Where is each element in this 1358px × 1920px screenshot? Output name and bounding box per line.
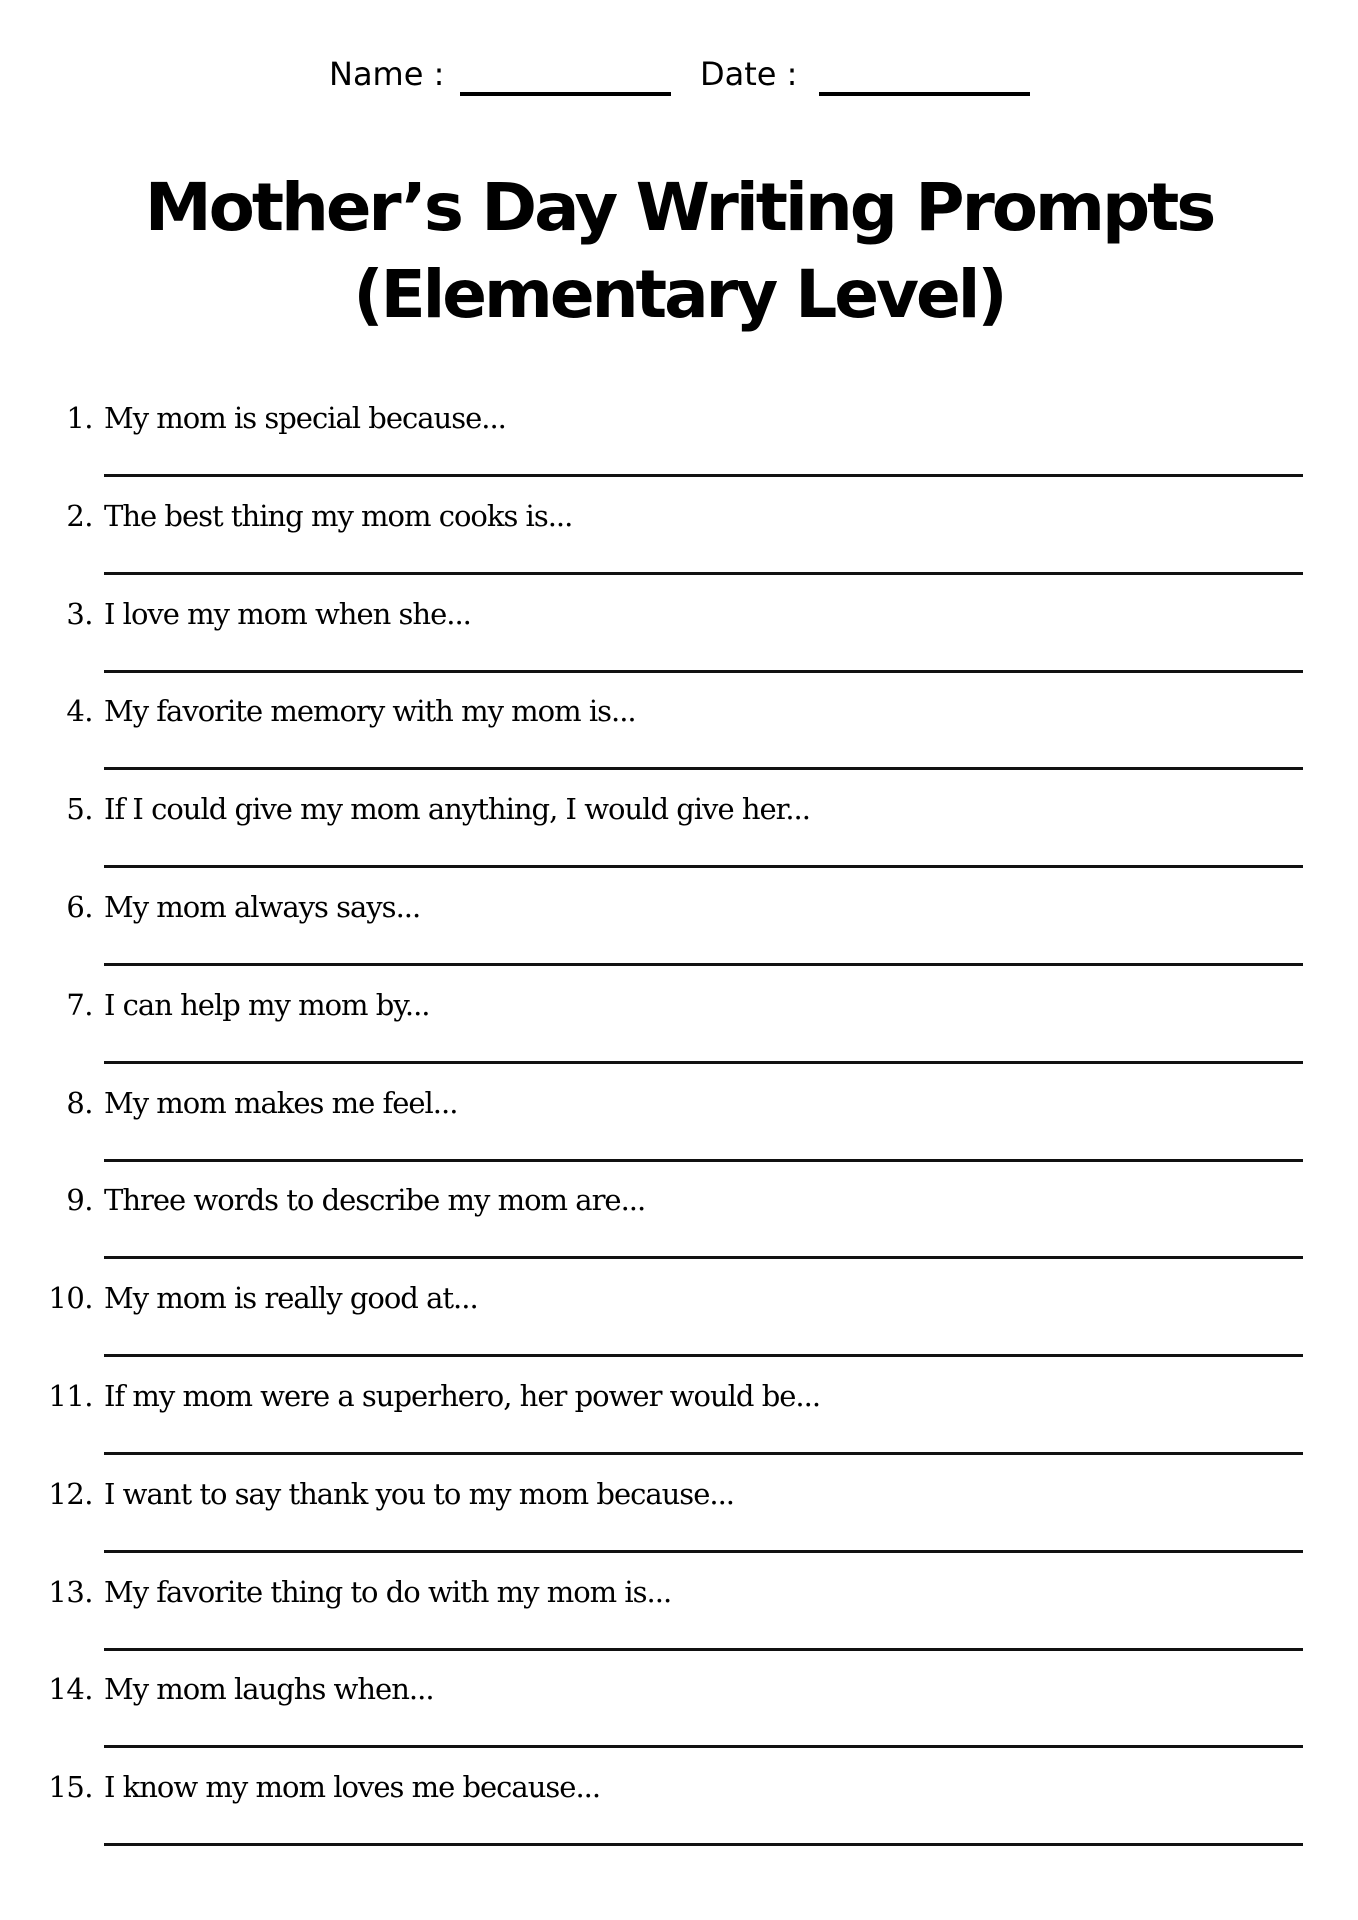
prompt-text: Three words to describe my mom are... <box>104 1183 646 1218</box>
answer-line[interactable] <box>104 1745 1303 1748</box>
answer-line[interactable] <box>104 1648 1303 1651</box>
prompt-text: I know my mom loves me because... <box>104 1770 601 1805</box>
answer-line[interactable] <box>104 474 1303 477</box>
prompt-item <box>0 1572 1358 1670</box>
prompt-text: If I could give my mom anything, I would give her... <box>104 792 810 827</box>
name-blank-field[interactable] <box>460 92 671 96</box>
prompt-number: 9. <box>66 1183 93 1218</box>
prompt-list <box>0 398 1358 1865</box>
answer-line[interactable] <box>104 572 1303 575</box>
answer-line[interactable] <box>104 1452 1303 1455</box>
answer-line[interactable] <box>104 1550 1303 1553</box>
prompt-text: I can help my mom by... <box>104 987 430 1022</box>
prompt-item <box>0 691 1358 789</box>
prompt-item <box>0 1180 1358 1278</box>
prompt-number: 1. <box>66 401 93 435</box>
answer-line[interactable] <box>104 963 1303 966</box>
prompt-number: 13. <box>48 1574 93 1609</box>
answer-line[interactable] <box>104 1843 1303 1846</box>
page-subtitle: (Elementary Level) <box>353 256 1005 333</box>
prompt-text: My mom always says... <box>104 889 421 924</box>
prompt-item <box>0 985 1358 1083</box>
date-label: Date : <box>700 55 798 93</box>
prompt-item <box>0 398 1358 496</box>
prompt-text: I love my mom when she... <box>104 596 471 631</box>
prompt-item <box>0 887 1358 985</box>
prompt-text: I want to say thank you to my mom because... <box>104 1476 735 1511</box>
prompt-number: 15. <box>48 1770 93 1805</box>
answer-line[interactable] <box>104 670 1303 673</box>
prompt-item <box>0 1474 1358 1572</box>
prompt-text: My favorite thing to do with my mom is... <box>104 1574 672 1609</box>
prompt-text: My mom is really good at... <box>104 1281 478 1316</box>
name-label: Name : <box>329 55 445 93</box>
answer-line[interactable] <box>104 767 1303 770</box>
prompt-number: 2. <box>66 498 93 533</box>
answer-line[interactable] <box>104 1061 1303 1064</box>
prompt-item <box>0 789 1358 887</box>
prompt-number: 11. <box>48 1378 93 1413</box>
prompt-number: 4. <box>66 694 93 729</box>
date-blank-field[interactable] <box>819 92 1030 96</box>
prompt-item <box>0 1083 1358 1181</box>
prompt-number: 14. <box>48 1672 93 1707</box>
prompt-number: 12. <box>48 1476 93 1511</box>
prompt-text: My favorite memory with my mom is... <box>104 694 636 729</box>
prompt-item <box>0 1669 1358 1767</box>
prompt-item <box>0 496 1358 594</box>
prompt-item <box>0 1767 1358 1865</box>
prompt-number: 3. <box>66 596 93 631</box>
prompt-text: My mom laughs when... <box>104 1672 434 1707</box>
answer-line[interactable] <box>104 1159 1303 1162</box>
answer-line[interactable] <box>104 1256 1303 1259</box>
prompt-number: 6. <box>66 889 93 924</box>
prompt-item <box>0 1376 1358 1474</box>
prompt-number: 10. <box>48 1281 93 1316</box>
prompt-text: My mom makes me feel... <box>104 1085 458 1120</box>
answer-line[interactable] <box>104 865 1303 868</box>
prompt-item <box>0 1278 1358 1376</box>
answer-line[interactable] <box>104 1354 1303 1357</box>
prompt-text: If my mom were a superhero, her power would be... <box>104 1378 821 1413</box>
page-title: Mother’s Day Writing Prompts <box>144 169 1214 246</box>
prompt-number: 5. <box>66 792 93 827</box>
prompt-number: 8. <box>66 1085 93 1120</box>
prompt-item <box>0 594 1358 692</box>
prompt-text: The best thing my mom cooks is... <box>104 498 573 533</box>
prompt-text: My mom is special because... <box>104 401 506 435</box>
prompt-number: 7. <box>66 987 93 1022</box>
name-date-header <box>0 52 1358 102</box>
